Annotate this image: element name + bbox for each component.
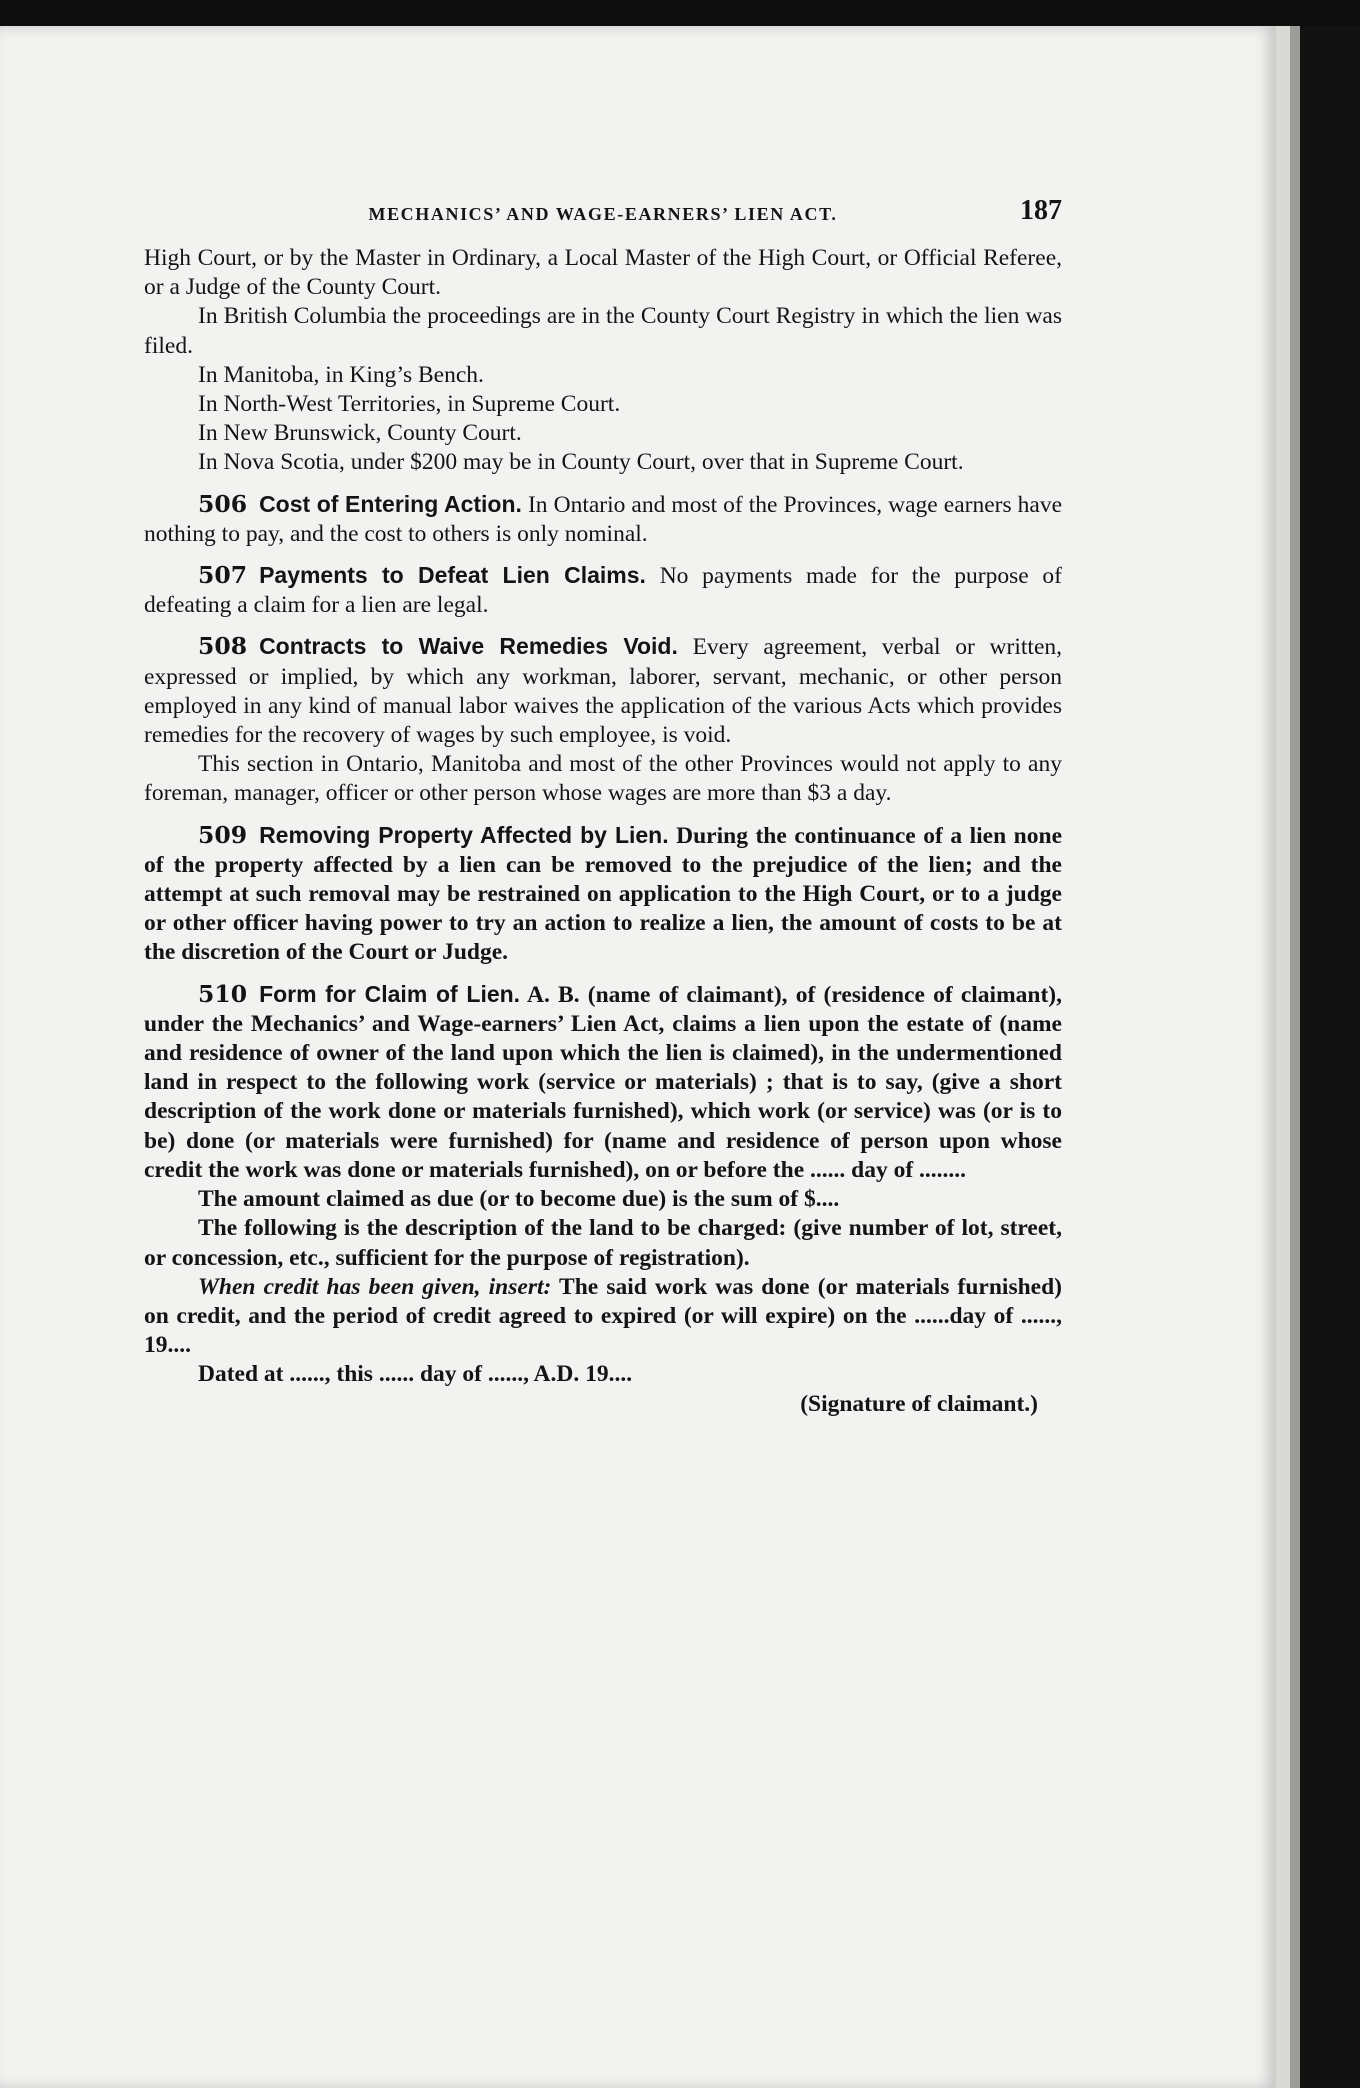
british-columbia-paragraph: In British Columbia the proceedings are in the County Court Registry in which the lien was filed. [144,303,1062,359]
credit-paragraph [144,1273,1062,1361]
manitoba-paragraph: In Manitoba, in King’s Bench. [198,361,484,388]
section-506 [144,490,1062,549]
section-508-second-paragraph: This section in Ontario, Manitoba and most of the other Provinces would not apply to any foreman, manager, officer or other person whose wages are more than $3 a day. [144,751,1062,807]
signature-line: (Signature of claimant.) [800,1390,1038,1417]
land-description-paragraph: The following is the description of the land to be charged: (give number of lot, street, or concession, etc., sufficient for the purpose of registration). [144,1215,1062,1271]
credit-instruction: When credit has been given, insert: [198,1273,552,1300]
scan-top-border [0,0,1360,26]
section-508-paragraph [144,632,1062,750]
scan-right-border [1300,26,1360,2088]
section-number: 507 [198,561,248,590]
section-body: In Ontario and most of the Provinces, wage earners have nothing to pay, and the cost to others is only nominal. [144,491,1063,547]
page-edge-shadow [1290,26,1300,2088]
section-number: 506 [198,489,248,518]
credit-body: The said work was done (or materials furnished) on credit, and the period of credit agreed to expired (or will expire) on the ......day of ......, 19.... [144,1273,1063,1359]
section-heading: Contracts to Waive Remedies Void. [259,633,678,660]
section-506-paragraph [144,490,1062,549]
section-heading: Removing Property Affected by Lien. [259,821,669,848]
section-heading: Payments to Defeat Lien Claims. [259,562,646,589]
continuation-paragraph: High Court, or by the Master in Ordinary, a Local Master of the High Court, or Official Referee, or a Judge of the County Court. [144,245,1062,301]
section-510 [144,980,1062,1419]
page-content [144,196,1062,1419]
section-body: During the continuance of a lien none of the property affected by a lien can be removed to the prejudice of the lien; and the attempt at such removal may be restrained on application to the High Court, or to a judge or other officer having power to try an action to realize a lien, the amount of costs to be at the discretion of the Court or Judge. [144,822,1062,966]
north-west-paragraph: In North-West Territories, in Supreme Court. [198,391,621,418]
section-510-paragraph [144,980,1062,1185]
amount-claimed-line: The amount claimed as due (or to become due) is the sum of $.... [198,1186,840,1213]
page-edge-light [1276,26,1290,2088]
section-number: 509 [198,820,248,849]
section-body: A. B. (name of claimant), of (residence of claimant), under the Mechanics’ and Wage-earners’ Lien Act, claims a lien upon the estate of (name and residence of owner of the land upon which the lien is claimed), in the undermentioned land in respect to the following work (service or materials) ; that is to say, (give a short description of the work done or materials furnished), which work (or service) was (or is to be) done (or materials were furnished) for (name and residence of person upon whose credit the work was done or materials furnished), on or before the ...... day of ........ [144,981,1062,1183]
section-body: Every agreement, verbal or written, expressed or implied, by which any workman, laborer, servant, mechanic, or other person employed in any kind of manual labor waives the application of the various Acts which provides remedies for the recovery of wages by such employee, is void. [144,634,1062,749]
section-heading: Form for Claim of Lien. [259,980,521,1007]
section-body: No payments made for the purpose of defeating a claim for a lien are legal. [144,563,1063,619]
section-508 [144,632,1062,808]
section-heading: Cost of Entering Action. [259,490,522,517]
running-head [144,196,1062,230]
running-title: MECHANICS’ AND WAGE-EARNERS’ LIEN ACT. [368,204,838,224]
new-brunswick-paragraph: In New Brunswick, County Court. [198,420,522,447]
dated-line: Dated at ......, this ...... day of ......, A.D. 19.... [198,1361,633,1388]
section-509 [144,821,1062,968]
nova-scotia-paragraph: In Nova Scotia, under $200 may be in County Court, over that in Supreme Court. [198,449,964,476]
section-507-paragraph [144,561,1062,620]
page-number: 187 [1020,195,1062,226]
section-number: 510 [198,979,248,1008]
section-509-paragraph [144,821,1062,968]
section-number: 508 [198,632,248,661]
section-507 [144,561,1062,620]
